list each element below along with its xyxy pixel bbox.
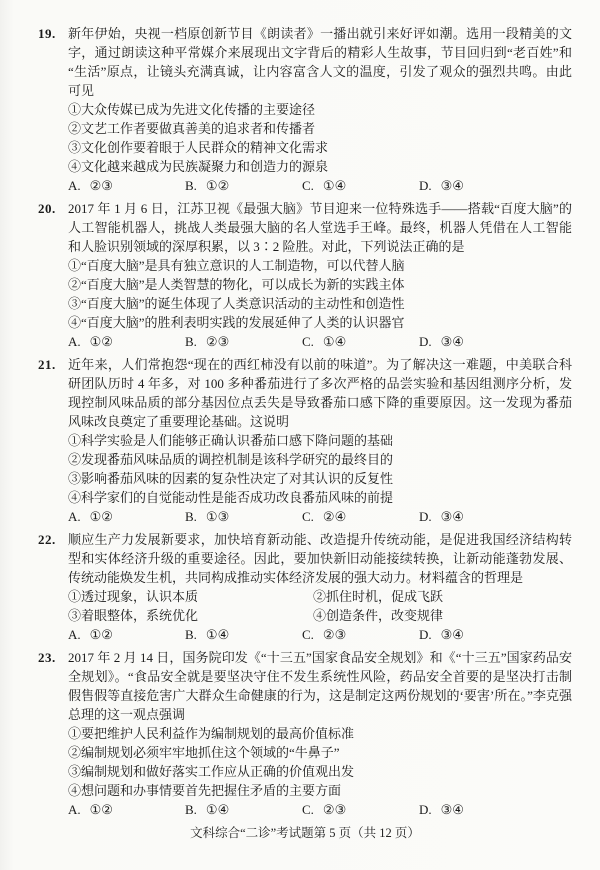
question-content [68,648,572,819]
choice-value: ①④ [322,334,347,349]
option-item: ③编制规划和做好落实工作应从正确的价值观出发 [68,764,355,779]
answer-choice [419,332,464,351]
option-item: ③“百度大脑”的诞生体现了人类意识活动的主动性和创造性 [68,296,405,311]
question [38,199,572,351]
option-item: ③着眼整体，系统优化 [68,608,199,623]
choice-letter: A. [68,178,81,193]
option-item: ②“百度大脑”是人类智慧的物化，可以成长为新的实践主体 [68,277,405,292]
answer-choice [68,332,185,351]
choice-value: ①③ [205,509,230,524]
question-number: 23. [38,650,56,665]
choice-value: ①② [89,802,113,817]
questions [38,24,572,819]
question-stem: 顺应生产力发展新要求，加快培育新动能、改造提升传统动能，是促进我国经济结构转型和实体经济升级的重要途径。因此，要加快新旧动能接续转换，让新动能蓬勃发展、传统动能焕发生机，共同构成推动实体经济发展的强大动力。材料蕴含的哲理是 [68,532,572,585]
choice-letter: A. [68,802,81,817]
question-stem: 2017 年 1 月 6 日，江苏卫视《最强大脑》节目迎来一位特殊选手——搭载“百度大脑”的人工智能机器人，挑战人类最强大脑的名人堂选手王峰。最终，机器人凭借在人工智能和人脸识别领域的深厚积累，以 3∶2 险胜。对此，下列说法正确的是 [68,201,572,254]
choice-value: ①④ [322,178,347,193]
question [38,355,572,526]
question-number: 20. [38,201,56,216]
option-item: ②编制规划必须牢牢地抓住这个领域的“牛鼻子” [68,745,340,760]
question [38,530,572,644]
option-list [68,724,572,800]
option-item: ④创造条件，改变规律 [313,608,444,623]
option-item: ②发现番茄风味品质的调控机制是该科学研究的最终目的 [68,452,394,467]
choice-value: ①② [89,334,113,349]
choice-value: ①② [89,509,113,524]
choice-letter: C. [302,509,314,524]
option-item: ④“百度大脑”的胜利表明实践的发展延伸了人类的认识器官 [68,315,405,330]
answer-choice [302,800,419,819]
option-item: ①“百度大脑”是具有独立意识的人工制造物，可以代替人脑 [68,258,405,273]
choice-value: ②③ [322,802,347,817]
answer-choice [185,625,302,644]
question-stem: 新年伊始，央视一档原创新节目《朗读者》一播出就引来好评如潮。选用一段精美的文字，通过朗读这种平常媒介来展现出文字背后的精彩人生故事，节目回归到“老百姓”和“生活”原点，让镜头充满真诚，让内容富含人文的温度，引发了观众的强烈共鸣。由此可见 [68,26,572,98]
choice-letter: C. [302,627,314,642]
question-content [68,199,572,351]
choice-value: ③④ [440,178,464,193]
answer-choice [419,507,464,526]
option-item: ①透过现象，认识本质 [68,589,199,604]
choice-letter: B. [185,627,197,642]
answer-choice [419,625,464,644]
answer-choices [68,176,572,195]
option-list [68,256,572,332]
answer-choices [68,507,572,526]
choice-value: ③④ [440,509,464,524]
answer-choice [419,800,464,819]
choice-value: ①② [89,627,113,642]
choice-letter: D. [419,627,432,642]
option-item: ③文化创作要着眼于人民群众的精神文化需求 [68,140,329,155]
answer-choice [185,507,302,526]
option-item: ①要把维护人民利益作为编制规划的最高价值标准 [68,726,355,741]
answer-choice [185,176,302,195]
option-list [68,100,572,176]
answer-choices [68,625,572,644]
option-item: ②抓住时机，促成飞跃 [313,589,444,604]
question-number: 21. [38,357,56,372]
choice-letter: C. [302,334,314,349]
answer-choice [185,332,302,351]
choice-letter: B. [185,334,197,349]
question [38,648,572,819]
question [38,24,572,195]
answer-choice [68,625,185,644]
choice-letter: B. [185,509,197,524]
question-stem: 2017 年 2 月 14 日，国务院印发《“十三五”国家食品安全规划》和《“十三五”国家药品安全规划》。“食品安全就是要坚决守住不发生系统性风险，药品安全首要的是坚决打击制假售假等直接危害广大群众生命健康的行为，这是制定这两份规划的‘要害’所在。”李克强总理的这一观点强调 [68,650,572,722]
choice-letter: B. [185,802,197,817]
choice-letter: C. [302,802,314,817]
option-item: ①科学实验是人们能够正确认识番茄口感下降问题的基础 [68,433,394,448]
answer-choice [68,176,185,195]
choice-value: ①④ [205,802,230,817]
answer-choices [68,332,572,351]
option-item: ①大众传媒已成为先进文化传播的主要途径 [68,102,316,117]
choice-letter: D. [419,334,432,349]
choice-letter: B. [185,178,197,193]
answer-choice [185,800,302,819]
choice-value: ③④ [440,334,464,349]
question-content [68,530,572,644]
choice-letter: D. [419,509,432,524]
question-content [68,24,572,195]
answer-choice [68,507,185,526]
choice-value: ①④ [205,627,230,642]
option-item: ④文化越来越成为民族凝聚力和创造力的源泉 [68,159,329,174]
question-stem: 近年来，人们常抱怨“现在的西红柿没有以前的味道”。为了解决这一难题，中美联合科研团队历时 4 年多，对 100 多种番茄进行了多次严格的品尝实验和基因组测序分析，发现控制风味品质的部分基因位点丢失是导致番茄口感下降的重要原因。这一发现为番茄风味改良奠定了重要理论基础。这说明 [68,357,572,429]
answer-choice [68,800,185,819]
page-footer: 文科综合“二诊”考试题第 5 页（共 12 页） [190,826,420,840]
choice-value: ②③ [89,178,113,193]
choice-letter: A. [68,627,81,642]
choice-value: ③④ [440,802,464,817]
choice-letter: A. [68,509,81,524]
answer-choice [302,332,419,351]
answer-choice [419,176,464,195]
option-item: ②文艺工作者要做真善美的追求者和传播者 [68,121,316,136]
choice-value: ②③ [322,627,347,642]
option-item: ③影响番茄风味的因素的复杂性决定了对其认识的反复性 [68,471,394,486]
choice-value: ②③ [205,334,230,349]
choice-letter: D. [419,178,432,193]
question-number: 22. [38,532,56,547]
option-list [68,587,572,625]
answer-choice [302,507,419,526]
option-item: ④科学家们的自觉能动性是能否成功改良番茄风味的前提 [68,490,394,505]
answer-choices [68,800,572,819]
choice-value: ③④ [440,627,464,642]
option-item: ④想问题和办事情要首先把握住矛盾的主要方面 [68,783,342,798]
answer-choice [302,625,419,644]
question-content [68,355,572,526]
option-list [68,431,572,507]
question-number: 19. [38,26,56,41]
choice-letter: C. [302,178,314,193]
choice-value: ①② [205,178,230,193]
choice-letter: D. [419,802,432,817]
choice-value: ②④ [322,509,347,524]
answer-choice [302,176,419,195]
choice-letter: A. [68,334,81,349]
